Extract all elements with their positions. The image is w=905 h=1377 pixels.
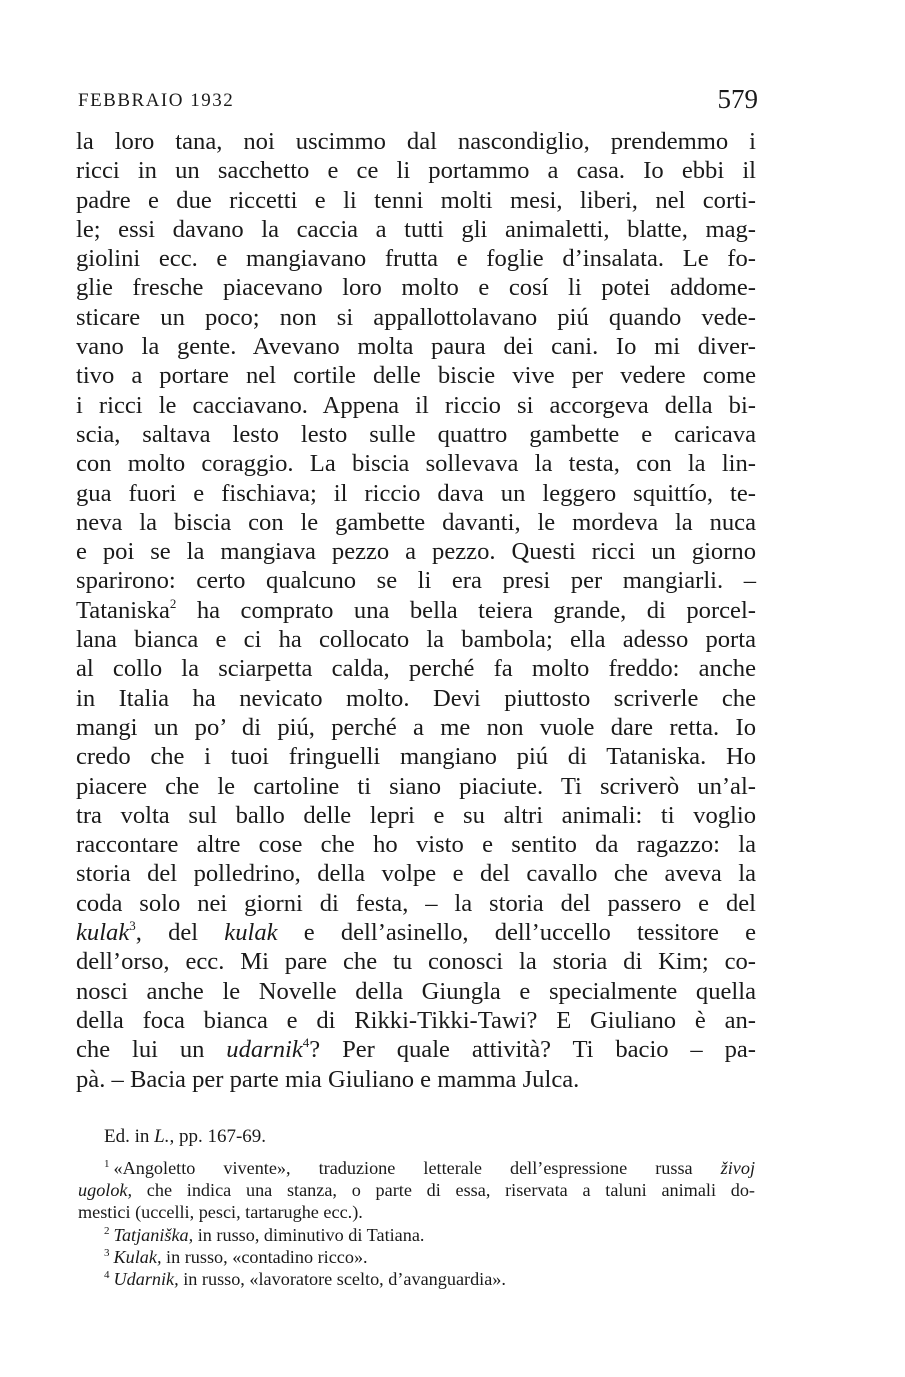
footnote-marker: 4 bbox=[302, 1035, 310, 1051]
text-line: glie fresche piacevano loro molto e cosí li potei addome- bbox=[76, 274, 756, 302]
text-fragment: ha comprato una bella teiera grande, di porcel- bbox=[176, 596, 756, 624]
page-number: 579 bbox=[717, 84, 758, 114]
text-line: con molto coraggio. La biscia sollevava la testa, con la lin- bbox=[76, 450, 756, 478]
text-line: tivo a portare nel cortile delle biscie vive per vedere come bbox=[76, 362, 756, 390]
edition-note bbox=[104, 1125, 266, 1149]
text-line: pà. – Bacia per parte mia Giuliano e mamma Julca. bbox=[76, 1065, 580, 1093]
text-line: giolini ecc. e mangiavano frutta e foglie d’insalata. Le fo- bbox=[76, 245, 756, 273]
text-fragment: in russo, diminutivo di Tatiana. bbox=[193, 1224, 425, 1245]
italic-term: kulak bbox=[76, 919, 130, 947]
footnote-number: 2 bbox=[104, 1224, 110, 1237]
italic-term: Udarnik, bbox=[113, 1268, 179, 1289]
text-line: in Italia ha nevicato molto. Devi piuttosto scriverle che bbox=[76, 684, 756, 712]
text-line: al collo la sciarpetta calda, perché fa molto freddo: anche bbox=[76, 655, 756, 683]
text-line: gua fuori e fischiava; il riccio dava un leggero squittío, te- bbox=[76, 479, 756, 507]
italic-term: ugolok, bbox=[78, 1180, 133, 1201]
footnote-marker: 2 bbox=[169, 595, 177, 611]
text-line: padre e due riccetti e li tenni molti mesi, liberi, nel corti- bbox=[76, 186, 756, 214]
text-line: credo che i tuoi fringuelli mangiano piú di Tataniska. Ho bbox=[76, 743, 756, 771]
text-fragment: ? Per quale attività? Ti bacio – pa- bbox=[309, 1036, 756, 1064]
text-line: e poi se la mangiava pezzo a pezzo. Questi ricci un giorno bbox=[76, 538, 756, 566]
footnote-number: 4 bbox=[104, 1268, 110, 1281]
text-line: coda solo nei giorni di festa, – la storia del passero e del bbox=[76, 889, 756, 917]
footnote-1-line: mestici (uccelli, pesci, tartarughe ecc.). bbox=[78, 1202, 363, 1223]
text-fragment: in russo, «lavoratore scelto, d’avanguardia». bbox=[178, 1268, 506, 1289]
italic-term: kulak bbox=[224, 919, 278, 947]
text-line bbox=[76, 596, 756, 625]
text-line: la loro tana, noi uscimmo dal nascondiglio, prendemmo i bbox=[76, 128, 756, 155]
text-line: dell’orso, ecc. Mi pare che tu conosci la storia di Kim; co- bbox=[76, 948, 756, 976]
italic-term: udarnik bbox=[226, 1036, 303, 1064]
text-fragment: , del bbox=[135, 919, 225, 947]
footnote-3 bbox=[78, 1246, 755, 1268]
text-line: scia, saltava lesto lesto sulle quattro gambette e caricava bbox=[76, 420, 756, 448]
text-line: sparirono: certo qualcuno se li era presi per mangiarli. – bbox=[76, 567, 756, 595]
footnote-4 bbox=[78, 1268, 755, 1290]
footnotes bbox=[78, 1157, 755, 1290]
italic-term: živoj bbox=[720, 1158, 755, 1178]
page-header bbox=[78, 84, 758, 120]
italic-term: Tatjaniška, bbox=[113, 1224, 194, 1245]
text-line: vano la gente. Avevano molta paura dei cani. Io mi diver- bbox=[76, 333, 756, 361]
text-line: storia del polledrino, della volpe e del cavallo che aveva la bbox=[76, 860, 756, 888]
text-fragment: Tataniska bbox=[76, 596, 170, 624]
text-line: sticare un poco; non si appallottolavano piú quando vede- bbox=[76, 303, 756, 331]
text-line: mangi un po’ di piú, perché a me non vuole dare retta. Io bbox=[76, 713, 756, 741]
text-line: tra volta sul ballo delle lepri e su altri animali: ti voglio bbox=[76, 801, 756, 829]
italic-term: Kulak, bbox=[113, 1246, 162, 1267]
text-line bbox=[76, 918, 756, 947]
footnote-number: 1 bbox=[104, 1158, 110, 1170]
text-fragment: che lui un bbox=[76, 1036, 227, 1064]
text-line: i ricci le cacciavano. Appena il riccio si accorgeva della bi- bbox=[76, 391, 756, 419]
text-line: neva la biscia con le gambette davanti, le mordeva la nuca bbox=[76, 508, 756, 536]
footnote-1-line bbox=[78, 1179, 755, 1201]
text-line: della foca bianca e di Rikki-Tikki-Tawi? E Giuliano è an- bbox=[76, 1006, 756, 1034]
text-fragment: Ed. in bbox=[104, 1126, 155, 1147]
text-fragment: che indica una stanza, o parte di essa, riservata a taluni animali do- bbox=[132, 1180, 755, 1201]
text-line: lana bianca e ci ha collocato la bambola; ella adesso porta bbox=[76, 626, 756, 654]
text-fragment: , pp. 167-69. bbox=[169, 1126, 267, 1147]
text-line: nosci anche le Novelle della Giungla e specialmente quella bbox=[76, 977, 756, 1005]
letter-text bbox=[76, 127, 756, 1094]
footnote-1 bbox=[78, 1157, 755, 1179]
footnote-number: 3 bbox=[104, 1246, 110, 1259]
text-line: raccontare altre cose che ho visto e sentito da ragazzo: la bbox=[76, 831, 756, 859]
text-line: piacere che le cartoline ti siano piaciute. Ti scriverò un’al- bbox=[76, 772, 756, 800]
running-head: FEBBRAIO 1932 bbox=[78, 90, 235, 111]
text-line bbox=[76, 1035, 756, 1064]
italic-term: L. bbox=[154, 1126, 170, 1147]
text-fragment: e dell’asinello, dell’uccello tessitore e bbox=[277, 919, 756, 947]
text-line: le; essi davano la caccia a tutti gli animaletti, blatte, mag- bbox=[76, 215, 756, 243]
footnote-marker: 3 bbox=[129, 918, 136, 934]
text-fragment: «Angoletto vivente», traduzione letterale dell’espressione russa bbox=[113, 1158, 721, 1178]
text-fragment: in russo, «contadino ricco». bbox=[161, 1246, 368, 1267]
footnote-2 bbox=[78, 1224, 755, 1246]
text-line: ricci in un sacchetto e ce li portammo a casa. Io ebbi il bbox=[76, 157, 756, 185]
